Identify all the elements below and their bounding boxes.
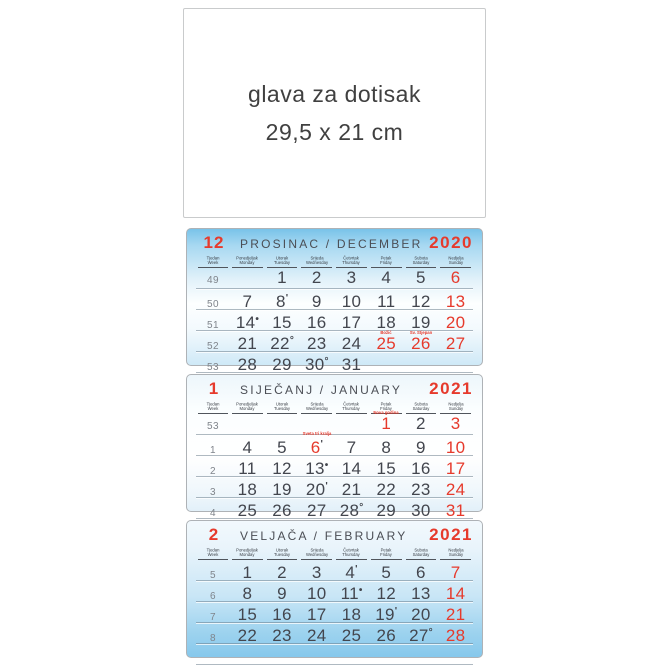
weekday-header-label: Subota Saturday: [412, 402, 430, 412]
weekday-header-friday: [371, 546, 402, 560]
calendar-panel-january: [186, 374, 483, 520]
weekday-header-label: Srijeda Wednesday: [305, 256, 328, 266]
date-number: 14: [445, 584, 466, 603]
date-cell: [265, 459, 300, 479]
weekday-header-label: Utorak Tuesday: [274, 402, 291, 412]
week-row: [196, 644, 473, 665]
print-header-title: glava za dotisak: [248, 80, 421, 107]
week-number: 7: [209, 612, 217, 623]
date-cell: [438, 334, 473, 354]
date-number: 12: [411, 292, 431, 311]
week-row: [196, 432, 473, 457]
date-cell: [299, 313, 334, 333]
date-cell: [230, 438, 265, 458]
date-cell: [334, 438, 369, 458]
date-number: 4: [381, 268, 392, 287]
weekday-header-row: [196, 546, 473, 560]
weekday-header-week: [198, 546, 228, 560]
date-cell: [265, 331, 300, 354]
date-cell: [265, 501, 300, 521]
date-number: 8: [275, 292, 286, 311]
date-cell: [404, 292, 439, 312]
date-cell: [230, 501, 265, 521]
date-number: 15: [376, 459, 396, 478]
date-number: 26: [272, 501, 292, 520]
date-number: 29: [272, 355, 292, 374]
date-number: 14: [341, 459, 362, 478]
date-number: 9: [311, 292, 322, 311]
moon-phase-mark: ': [320, 439, 323, 450]
date-cell: [265, 563, 300, 583]
weekday-header-saturday: [406, 400, 437, 414]
moon-phase-mark: ': [394, 606, 398, 617]
date-cell: [299, 563, 334, 583]
weekday-header-label: Četvrtak Thursday: [342, 548, 361, 558]
date-cell: [265, 438, 300, 458]
date-number: 19: [411, 313, 431, 332]
date-number: 4: [345, 563, 356, 582]
print-header-size: 29,5 x 21 cm: [265, 118, 404, 145]
weekday-header-label: Petak Friday: [380, 548, 393, 558]
date-number: 15: [272, 313, 292, 332]
date-cell: [438, 584, 473, 604]
week-row: [196, 310, 473, 331]
holiday-label: Božić: [380, 331, 392, 336]
week-number: 53: [206, 362, 220, 373]
weekday-header-wednesday: [301, 546, 332, 560]
date-number: 6: [450, 268, 461, 287]
weekday-header-label: Nedjelja Sunday: [448, 402, 464, 412]
date-number: 26: [376, 626, 396, 645]
weekday-header-label: Subota Saturday: [412, 256, 430, 266]
date-number: 1: [277, 268, 287, 287]
date-number: 24: [445, 480, 466, 499]
date-cell: [230, 584, 265, 604]
moon-phase-mark: °: [428, 627, 433, 638]
date-number: 18: [341, 605, 362, 624]
date-number: 7: [346, 438, 357, 457]
week-row: [196, 498, 473, 519]
date-number: 2: [416, 414, 426, 433]
date-number: 12: [376, 584, 396, 603]
date-cell: [334, 626, 369, 646]
month-number: 2: [208, 525, 220, 544]
date-cell: [438, 414, 473, 434]
date-cell: [369, 411, 404, 434]
date-cell: [230, 310, 265, 333]
date-number: 8: [381, 438, 392, 457]
weekday-header-label: Utorak Tuesday: [274, 548, 291, 558]
date-number: 20: [445, 313, 466, 332]
date-number: 22: [376, 480, 396, 499]
date-number: 10: [307, 584, 327, 603]
date-number: 19: [375, 605, 395, 624]
date-number: 3: [450, 414, 461, 433]
weekday-header-monday: [232, 400, 263, 414]
moon-phase-mark: ': [285, 293, 289, 304]
weekday-header-label: Ponedjeljak Monday: [236, 402, 259, 412]
month-number: 12: [203, 233, 225, 252]
date-cell: [369, 602, 404, 625]
date-number: 24: [307, 626, 327, 645]
date-number: 29: [376, 501, 396, 520]
date-number: 25: [341, 626, 362, 645]
week-row: [196, 289, 473, 310]
date-cell: [265, 313, 300, 333]
weekday-header-label: Nedjelja Sunday: [448, 548, 464, 558]
date-cell: [369, 438, 404, 458]
date-cell: [230, 334, 265, 354]
date-number: 5: [381, 563, 392, 582]
date-cell: [265, 584, 300, 604]
date-cell: [299, 626, 334, 646]
date-number: 31: [445, 501, 466, 520]
moon-phase-mark: °: [289, 335, 294, 346]
week-number: 53: [206, 421, 220, 432]
date-cell: [404, 563, 439, 583]
month-name: SIJEČANJ / JANUARY: [240, 383, 403, 397]
date-number: 27: [445, 334, 466, 353]
weekday-header-label: Ponedjeljak Monday: [236, 256, 259, 266]
date-cell: [404, 623, 439, 646]
date-cell: [334, 498, 369, 521]
date-cell: [404, 480, 439, 500]
weekday-header-row: [196, 254, 473, 268]
date-number: 9: [416, 438, 426, 457]
weekday-header-row: [196, 400, 473, 414]
date-number: 28: [339, 501, 360, 520]
date-number: 13: [305, 459, 325, 478]
weekday-header-label: Utorak Tuesday: [274, 256, 291, 266]
date-cell: [334, 605, 369, 625]
date-number: 18: [237, 480, 258, 499]
weekday-header-label: Subota Saturday: [412, 548, 430, 558]
date-number: 25: [376, 334, 396, 353]
weekday-header-thursday: [336, 400, 367, 414]
date-cell: [299, 477, 334, 500]
date-number: 6: [310, 438, 321, 457]
date-number: 1: [242, 563, 253, 582]
weekday-header-sunday: [440, 254, 471, 268]
date-number: 28: [445, 626, 466, 645]
date-number: 16: [307, 313, 327, 332]
date-cell: [230, 292, 265, 312]
date-number: 9: [277, 584, 287, 603]
date-number: 10: [341, 292, 362, 311]
date-cell: [334, 268, 369, 288]
date-cell: [369, 459, 404, 479]
date-number: 23: [411, 480, 431, 499]
weekday-header-label: Tjedan Week: [206, 402, 220, 412]
date-cell: [369, 584, 404, 604]
month-year: 2021: [429, 525, 473, 544]
date-cell: [299, 432, 334, 458]
date-number: 23: [307, 334, 327, 353]
date-cell: [438, 459, 473, 479]
date-cell: [404, 501, 439, 521]
date-cell: [404, 459, 439, 479]
date-number: 16: [272, 605, 292, 624]
date-number: 17: [341, 313, 362, 332]
date-number: 24: [341, 334, 362, 353]
date-number: 17: [445, 459, 466, 478]
date-cell: [369, 331, 404, 354]
week-row: [196, 411, 473, 435]
weekday-header-friday: [371, 254, 402, 268]
date-cell: [230, 355, 265, 375]
date-number: 26: [411, 334, 431, 353]
date-cell: [265, 355, 300, 375]
date-cell: [265, 626, 300, 646]
moon-phase-mark: •: [255, 314, 259, 325]
date-cell: [404, 584, 439, 604]
date-number: 3: [311, 563, 322, 582]
week-row: [196, 331, 473, 352]
date-number: 11: [238, 459, 257, 478]
date-number: 8: [242, 584, 253, 603]
week-number: 8: [209, 633, 217, 644]
date-cell: [438, 626, 473, 646]
date-cell: [334, 355, 369, 375]
date-number: 18: [376, 313, 396, 332]
date-cell: [369, 268, 404, 288]
moon-phase-mark: ': [355, 564, 358, 575]
month-header: [196, 379, 473, 399]
weekday-header-monday: [232, 254, 263, 268]
month-header: [196, 233, 473, 253]
week-row: [196, 268, 473, 289]
weekday-header-tuesday: [267, 546, 298, 560]
week-row: [196, 581, 473, 602]
week-row: [196, 560, 473, 581]
date-cell: [265, 605, 300, 625]
week-row: [196, 352, 473, 373]
week-number: 3: [209, 487, 217, 498]
date-cell: [334, 459, 369, 479]
date-number: 1: [381, 414, 392, 433]
month-year: 2020: [429, 233, 473, 252]
date-number: 11: [377, 292, 396, 311]
week-number: 6: [209, 591, 217, 602]
weekday-header-label: Ponedjeljak Monday: [236, 548, 259, 558]
moon-phase-mark: •: [324, 460, 329, 471]
moon-phase-mark: ': [325, 481, 328, 492]
date-number: 7: [450, 563, 461, 582]
date-cell: [438, 563, 473, 583]
date-number: 28: [237, 355, 258, 374]
holiday-label: Sv. Stjepan: [409, 331, 433, 336]
date-number: 12: [272, 459, 292, 478]
date-cell: [265, 268, 300, 288]
weekday-header-label: Petak Friday: [380, 256, 393, 266]
date-cell: [334, 334, 369, 354]
weekday-header-label: Nedjelja Sunday: [448, 256, 464, 266]
month-header: [196, 525, 473, 545]
date-number: 14: [235, 313, 256, 332]
date-number: 25: [237, 501, 258, 520]
weekday-header-label: Četvrtak Thursday: [342, 402, 361, 412]
date-cell: [299, 456, 334, 479]
date-cell: [369, 501, 404, 521]
weekday-header-tuesday: [267, 400, 298, 414]
holiday-label: Sveta tri kralja: [302, 432, 332, 437]
weekday-header-thursday: [336, 546, 367, 560]
date-grid: [196, 268, 473, 373]
month-name: PROSINAC / DECEMBER: [240, 237, 423, 251]
date-number: 20: [411, 605, 431, 624]
date-number: 6: [416, 563, 426, 582]
weekday-header-label: Četvrtak Thursday: [342, 256, 361, 266]
month-year: 2021: [429, 379, 473, 398]
week-number: 51: [206, 320, 220, 331]
date-number: 23: [272, 626, 292, 645]
date-number: 27: [307, 501, 327, 520]
date-cell: [438, 313, 473, 333]
date-number: 13: [445, 292, 466, 311]
date-number: 5: [277, 438, 287, 457]
date-number: 17: [307, 605, 327, 624]
date-cell: [334, 581, 369, 604]
date-cell: [299, 501, 334, 521]
date-cell: [438, 438, 473, 458]
week-number: 50: [206, 299, 220, 310]
calendar-panel-december: [186, 228, 483, 374]
weekday-header-monday: [232, 546, 263, 560]
date-cell: [404, 605, 439, 625]
week-number: 5: [209, 570, 217, 581]
week-row: [196, 602, 473, 623]
date-cell: [438, 268, 473, 288]
week-row: [196, 477, 473, 498]
weekday-header-saturday: [406, 254, 437, 268]
print-header-area: [183, 8, 486, 218]
date-number: 13: [411, 584, 431, 603]
weekday-header-label: Tjedan Week: [206, 256, 220, 266]
date-number: 22: [270, 334, 290, 353]
date-cell: [299, 292, 334, 312]
week-row: [196, 623, 473, 644]
date-cell: [265, 289, 300, 312]
date-cell: [230, 459, 265, 479]
weekday-header-saturday: [406, 546, 437, 560]
date-cell: [299, 584, 334, 604]
date-cell: [230, 563, 265, 583]
date-cell: [334, 560, 369, 583]
weekday-header-tuesday: [267, 254, 298, 268]
weekday-header-wednesday: [301, 254, 332, 268]
date-cell: [299, 268, 334, 288]
date-number: 2: [277, 563, 287, 582]
weekday-header-wednesday: [301, 400, 332, 414]
week-number: 52: [206, 341, 220, 352]
date-number: 11: [340, 584, 359, 603]
date-number: 21: [237, 334, 258, 353]
weekday-header-label: Srijeda Wednesday: [305, 548, 328, 558]
date-cell: [334, 292, 369, 312]
weekday-header-sunday: [440, 400, 471, 414]
date-number: 16: [411, 459, 431, 478]
date-cell: [230, 605, 265, 625]
date-cell: [438, 605, 473, 625]
date-cell: [265, 480, 300, 500]
date-number: 22: [237, 626, 258, 645]
date-number: 30: [411, 501, 431, 520]
date-cell: [369, 563, 404, 583]
date-cell: [299, 605, 334, 625]
date-cell: [299, 352, 334, 375]
weekday-header-week: [198, 400, 228, 414]
date-number: 4: [242, 438, 253, 457]
date-cell: [438, 501, 473, 521]
date-grid: [196, 411, 473, 520]
weekday-header-label: Srijeda Wednesday: [305, 402, 328, 412]
date-cell: [369, 292, 404, 312]
date-cell: [334, 313, 369, 333]
calendar-panel-february: [186, 520, 483, 658]
week-row: [196, 456, 473, 477]
date-number: 21: [445, 605, 466, 624]
date-cell: [369, 626, 404, 646]
moon-phase-mark: •: [358, 585, 363, 596]
date-cell: [404, 331, 439, 354]
date-cell: [230, 480, 265, 500]
date-number: 19: [272, 480, 292, 499]
weekday-header-label: Tjedan Week: [206, 548, 220, 558]
holiday-label: Nova godina: [373, 411, 399, 416]
date-number: 27: [409, 626, 429, 645]
date-cell: [438, 292, 473, 312]
date-cell: [404, 438, 439, 458]
date-number: 31: [341, 355, 362, 374]
week-number: 4: [209, 508, 217, 519]
date-number: 5: [416, 268, 426, 287]
date-number: 10: [445, 438, 466, 457]
date-number: 15: [237, 605, 258, 624]
date-cell: [369, 480, 404, 500]
weekday-header-label: Petak Friday: [380, 402, 393, 412]
date-number: 3: [346, 268, 357, 287]
week-number: 49: [206, 275, 220, 286]
date-cell: [334, 480, 369, 500]
moon-phase-mark: °: [359, 502, 364, 513]
weekday-header-sunday: [440, 546, 471, 560]
weekday-header-week: [198, 254, 228, 268]
week-number: 2: [209, 466, 217, 477]
week-number: 1: [209, 445, 217, 456]
month-number: 1: [208, 379, 220, 398]
date-cell: [438, 480, 473, 500]
date-grid: [196, 560, 473, 665]
moon-phase-mark: °: [324, 356, 329, 367]
date-cell: [404, 268, 439, 288]
date-cell: [230, 626, 265, 646]
date-number: 2: [311, 268, 322, 287]
date-number: 21: [341, 480, 362, 499]
date-number: 7: [242, 292, 253, 311]
month-name: VELJAČA / FEBRUARY: [240, 529, 408, 543]
date-number: 30: [305, 355, 325, 374]
date-number: 20: [305, 480, 326, 499]
date-cell: [299, 334, 334, 354]
weekday-header-thursday: [336, 254, 367, 268]
date-cell: [404, 414, 439, 434]
